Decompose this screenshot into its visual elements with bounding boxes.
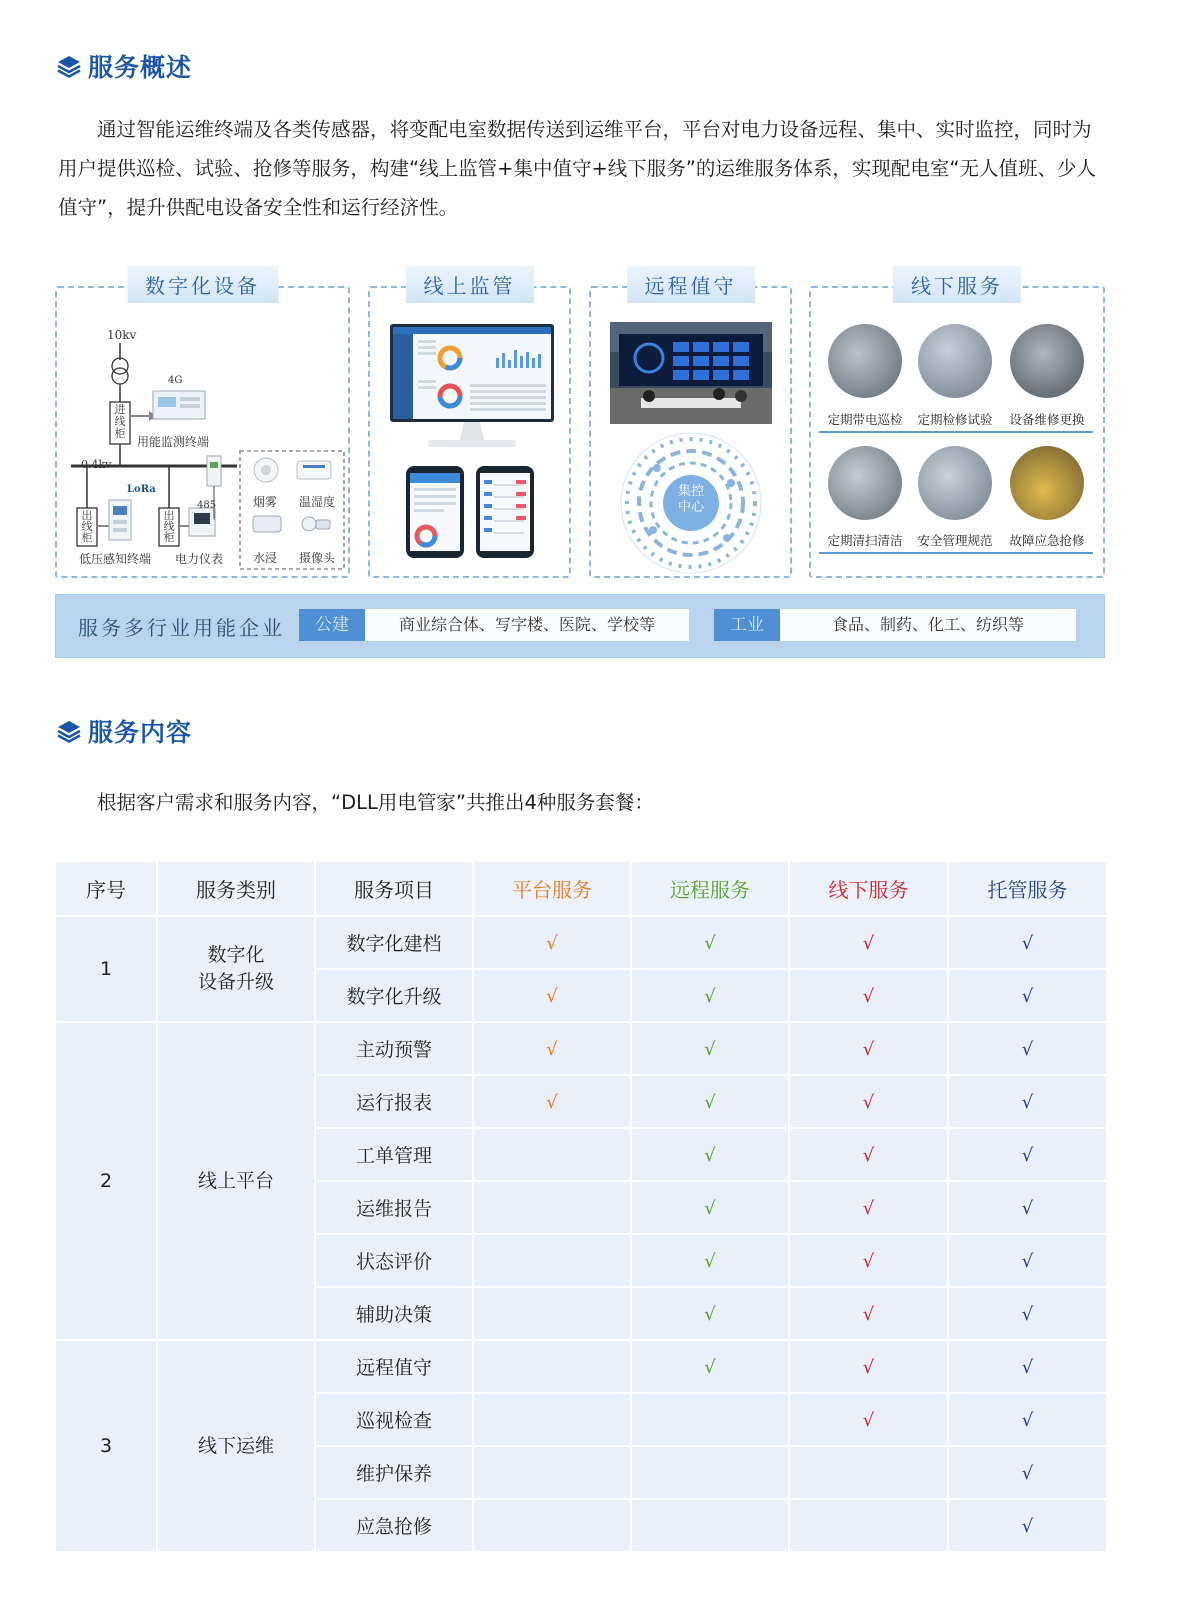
label-outgoing-cabinet-1: 出线柜 [81, 509, 93, 544]
service-item: 运行报表 [315, 1075, 473, 1128]
label-temp-humidity: 温湿度 [299, 495, 336, 509]
photo-testing [918, 324, 992, 398]
check-mark-icon: √ [704, 1356, 716, 1378]
panel-tag-online: 线上监管 [406, 266, 534, 303]
package-cell [948, 1234, 1107, 1287]
label-low-voltage-terminal: 低压感知终端 [79, 552, 152, 566]
package-cell [789, 1234, 948, 1287]
check-mark-icon: √ [1021, 1462, 1034, 1484]
package-cell [473, 1128, 631, 1181]
check-mark-icon: √ [1021, 1038, 1034, 1060]
package-cell [473, 969, 631, 1022]
service-item: 数字化升级 [315, 969, 473, 1022]
control-room-illustration [591, 288, 790, 576]
check-mark-icon: √ [704, 1038, 716, 1060]
package-cell [473, 1287, 631, 1340]
check-mark-icon: √ [1021, 932, 1034, 954]
table-header-cell: 远程服务 [631, 861, 789, 916]
check-mark-icon: √ [704, 1091, 716, 1113]
check-mark-icon: √ [546, 932, 558, 954]
package-cell [631, 1128, 789, 1181]
check-mark-icon: √ [862, 1250, 875, 1272]
label-4g: 4G [168, 375, 183, 386]
service-item: 远程值守 [315, 1340, 473, 1393]
layers-icon [56, 53, 82, 79]
package-cell [631, 1075, 789, 1128]
package-cell [631, 1446, 789, 1499]
package-cell [789, 1287, 948, 1340]
table-row [55, 916, 1107, 969]
check-mark-icon: √ [1021, 1356, 1034, 1378]
check-mark-icon: √ [1021, 985, 1034, 1007]
label-smoke: 烟雾 [253, 495, 278, 509]
category-public-desc: 商业综合体、写字楼、医院、学校等 [365, 609, 689, 641]
package-cell [473, 1075, 631, 1128]
category-industry-desc: 食品、制药、化工、纺织等 [780, 609, 1076, 641]
check-mark-icon: √ [1021, 1303, 1034, 1325]
package-cell [948, 1499, 1107, 1552]
panel-digital-devices [55, 274, 350, 578]
package-cell [631, 1499, 789, 1552]
service-item: 辅助决策 [315, 1287, 473, 1340]
package-cell [789, 1499, 948, 1552]
package-cell [789, 1075, 948, 1128]
section-title-content: 服务内容 [56, 713, 192, 749]
package-cell [948, 1393, 1107, 1446]
row-number: 3 [55, 1340, 157, 1552]
check-mark-icon: √ [862, 1409, 875, 1431]
label-485: 485 [197, 500, 217, 511]
panel-tag-remote: 远程值守 [627, 266, 755, 303]
service-category: 线上平台 [157, 1022, 315, 1340]
package-cell [948, 1340, 1107, 1393]
label-energy-terminal: 用能监测终端 [137, 435, 210, 449]
industry-band [55, 594, 1105, 658]
table-header-cell: 服务项目 [315, 861, 473, 916]
package-cell [473, 1022, 631, 1075]
label-water: 水浸 [253, 551, 278, 565]
check-mark-icon: √ [1021, 1197, 1034, 1219]
check-mark-icon: √ [862, 1197, 875, 1219]
package-cell [473, 916, 631, 969]
service-item: 巡视检查 [315, 1393, 473, 1446]
photo-safety [918, 446, 992, 520]
row-number: 2 [55, 1022, 157, 1340]
check-mark-icon: √ [1021, 1515, 1034, 1537]
label-incoming-cabinet: 进线柜 [114, 403, 126, 440]
panel-offline-service [809, 274, 1105, 578]
package-cell [948, 1022, 1107, 1075]
table-header-row [55, 861, 1107, 916]
package-cell [948, 1181, 1107, 1234]
row-number: 1 [55, 916, 157, 1022]
table-row [55, 1022, 1107, 1075]
service-item: 数字化建档 [315, 916, 473, 969]
caption-cleaning: 定期清扫清洁 [819, 531, 911, 554]
package-cell [631, 1022, 789, 1075]
package-cell [631, 916, 789, 969]
check-mark-icon: √ [546, 1091, 558, 1113]
label-10kv: 10kv [107, 328, 137, 342]
table-header-cell: 托管服务 [948, 861, 1107, 916]
package-cell [473, 1340, 631, 1393]
panel-tag-offline: 线下服务 [893, 266, 1021, 303]
caption-maintenance-testing: 定期检修试验 [909, 410, 1001, 433]
package-cell [948, 1446, 1107, 1499]
package-cell [473, 1234, 631, 1287]
package-cell [789, 1128, 948, 1181]
packages-lead: 根据客户需求和服务内容，“DLL用电管家”共推出4种服务套餐： [97, 791, 654, 814]
intro-paragraph: 通过智能运维终端及各类传感器，将变配电室数据传送到运维平台，平台对电力设备远程、集中、实时监控，同时为用户提供巡检、试验、抢修等服务，构建“线上监管+集中值守+线下服务”的运维服务体系，实现配电室“无人值班、少人值守”，提升供配电设备安全性和运行经济性。 [58, 118, 1096, 219]
package-cell [948, 969, 1107, 1022]
check-mark-icon: √ [546, 985, 558, 1007]
check-mark-icon: √ [862, 1091, 875, 1113]
package-cell [789, 1181, 948, 1234]
check-mark-icon: √ [704, 1250, 716, 1272]
package-cell [631, 1181, 789, 1234]
check-mark-icon: √ [862, 985, 875, 1007]
table-header-cell: 序号 [55, 861, 157, 916]
photo-emergency [1010, 446, 1084, 520]
table-header-cell: 服务类别 [157, 861, 315, 916]
caption-live-inspection: 定期带电巡检 [819, 410, 911, 433]
package-cell [631, 1340, 789, 1393]
package-cell [789, 916, 948, 969]
package-cell [473, 1499, 631, 1552]
photo-cleaning [828, 446, 902, 520]
check-mark-icon: √ [1021, 1409, 1034, 1431]
check-mark-icon: √ [704, 932, 716, 954]
service-category: 数字化 设备升级 [157, 916, 315, 1022]
label-04kv: 0.4kv [81, 458, 112, 471]
panel-remote-duty [589, 274, 792, 578]
service-item: 主动预警 [315, 1022, 473, 1075]
label-outgoing-cabinet-2: 出线柜 [163, 509, 175, 544]
check-mark-icon: √ [862, 932, 875, 954]
package-cell [473, 1393, 631, 1446]
industry-band-label: 服务多行业用能企业 [78, 616, 285, 640]
service-package-table [54, 860, 1108, 1553]
package-cell [631, 1393, 789, 1446]
check-mark-icon: √ [862, 1144, 875, 1166]
package-cell [631, 1287, 789, 1340]
package-cell [789, 1446, 948, 1499]
package-cell [789, 1393, 948, 1446]
package-cell [473, 1446, 631, 1499]
electrical-diagram [57, 288, 348, 576]
section-title-overview: 服务概述 [56, 48, 192, 84]
panel-tag-digital: 数字化设备 [127, 266, 278, 303]
package-cell [789, 1340, 948, 1393]
caption-emergency-repair: 故障应急抢修 [1001, 531, 1093, 554]
check-mark-icon: √ [1021, 1250, 1034, 1272]
caption-safety-management: 安全管理规范 [909, 531, 1001, 554]
caption-equipment-repair: 设备维修更换 [1001, 410, 1093, 433]
check-mark-icon: √ [1021, 1091, 1034, 1113]
check-mark-icon: √ [862, 1303, 875, 1325]
photo-inspection [828, 324, 902, 398]
service-item: 运维报告 [315, 1181, 473, 1234]
check-mark-icon: √ [704, 1144, 716, 1166]
check-mark-icon: √ [704, 1197, 716, 1219]
service-item: 应急抢修 [315, 1499, 473, 1552]
package-cell [631, 1234, 789, 1287]
label-lora: LoRa [127, 484, 156, 495]
package-cell [789, 969, 948, 1022]
label-control-center: 集控中心 [677, 484, 704, 515]
service-category: 线下运维 [157, 1340, 315, 1552]
check-mark-icon: √ [862, 1356, 875, 1378]
check-mark-icon: √ [704, 985, 716, 1007]
monitor-and-phones-illustration [370, 288, 569, 576]
check-mark-icon: √ [1021, 1144, 1034, 1166]
package-cell [948, 916, 1107, 969]
label-power-meter: 电力仪表 [175, 552, 224, 566]
layers-icon [56, 718, 82, 744]
package-cell [948, 1287, 1107, 1340]
label-camera: 摄像头 [299, 551, 336, 565]
service-item: 状态评价 [315, 1234, 473, 1287]
service-item: 工单管理 [315, 1128, 473, 1181]
category-industry: 工业 [714, 609, 780, 641]
service-item: 维护保养 [315, 1446, 473, 1499]
table-header-cell: 线下服务 [789, 861, 948, 916]
table-row [55, 1340, 1107, 1393]
package-cell [948, 1075, 1107, 1128]
package-cell [948, 1128, 1107, 1181]
category-public: 公建 [299, 609, 365, 641]
check-mark-icon: √ [704, 1303, 716, 1325]
panel-online-monitoring [368, 274, 571, 578]
photo-repair [1010, 324, 1084, 398]
package-cell [631, 969, 789, 1022]
package-cell [789, 1022, 948, 1075]
table-header-cell: 平台服务 [473, 861, 631, 916]
package-cell [473, 1181, 631, 1234]
check-mark-icon: √ [862, 1038, 875, 1060]
check-mark-icon: √ [546, 1038, 558, 1060]
